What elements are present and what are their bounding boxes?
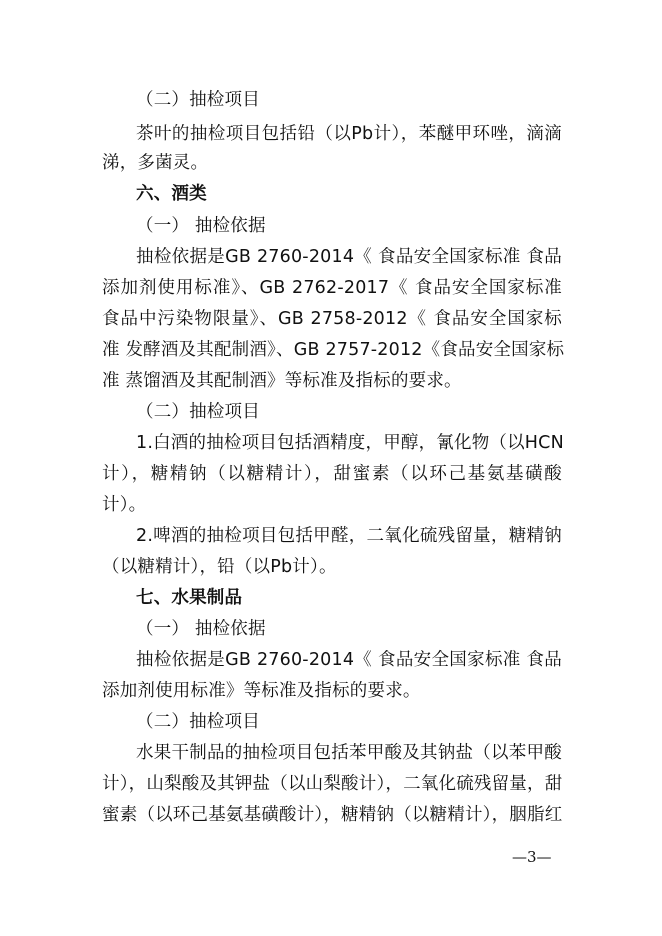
paragraph-line: 涕，多菌灵。 (102, 153, 209, 173)
paragraph-line: 抽检依据是GB 2760-2014《 食品安全国家标准 食品 (136, 247, 562, 267)
paragraph-line: 添加剂使用标准》等标准及指标的要求。 (102, 681, 421, 701)
subheading-sampling-basis: （一） 抽检依据 (136, 619, 266, 639)
paragraph-line: 茶叶的抽检项目包括铅（以Pb计），苯醚甲环唑，滴滴 (136, 124, 562, 144)
paragraph-line: 蜜素（以环己基氨基磺酸计），糖精钠（以糖精计），胭脂红 (102, 805, 563, 825)
paragraph-line: 计）。 (102, 495, 147, 515)
paragraph-line: 2.啤酒的抽检项目包括甲醛，二氧化硫残留量，糖精钠 (136, 526, 562, 546)
section-heading-fruit-products: 七、水果制品 (136, 588, 243, 608)
section-heading-liquor: 六、酒类 (136, 184, 207, 204)
paragraph-line: 计），山梨酸及其钾盐（以山梨酸计），二氧化硫残留量，甜 (102, 774, 563, 794)
subheading-sampling-items: （二）抽检项目 (136, 402, 260, 422)
paragraph-line: （以糖精计），铅（以Pb计）。 (102, 557, 337, 577)
paragraph-line: 1.白酒的抽检项目包括酒精度，甲醇，氰化物（以HCN (136, 433, 564, 453)
page-number: —3— (512, 848, 552, 866)
paragraph-line: 准 发酵酒及其配制酒》、GB 2757-2012《食品安全国家标 (102, 340, 565, 360)
subheading-sampling-items: （二）抽检项目 (136, 90, 260, 110)
paragraph-line: 抽检依据是GB 2760-2014《 食品安全国家标准 食品 (136, 650, 562, 670)
paragraph-line: 食品中污染物限量》、GB 2758-2012《 食品安全国家标 (102, 309, 562, 329)
paragraph-line: 水果干制品的抽检项目包括苯甲酸及其钠盐（以苯甲酸 (136, 743, 562, 763)
paragraph-line: 计），糖精钠（以糖精计），甜蜜素（以环己基氨基磺酸 (102, 464, 562, 484)
paragraph-line: 添加剂使用标准》、GB 2762-2017《 食品安全国家标准 (102, 278, 562, 298)
subheading-sampling-items: （二）抽检项目 (136, 712, 260, 732)
subheading-sampling-basis: （一） 抽检依据 (136, 216, 266, 236)
paragraph-line: 准 蒸馏酒及其配制酒》等标准及指标的要求。 (102, 371, 462, 391)
